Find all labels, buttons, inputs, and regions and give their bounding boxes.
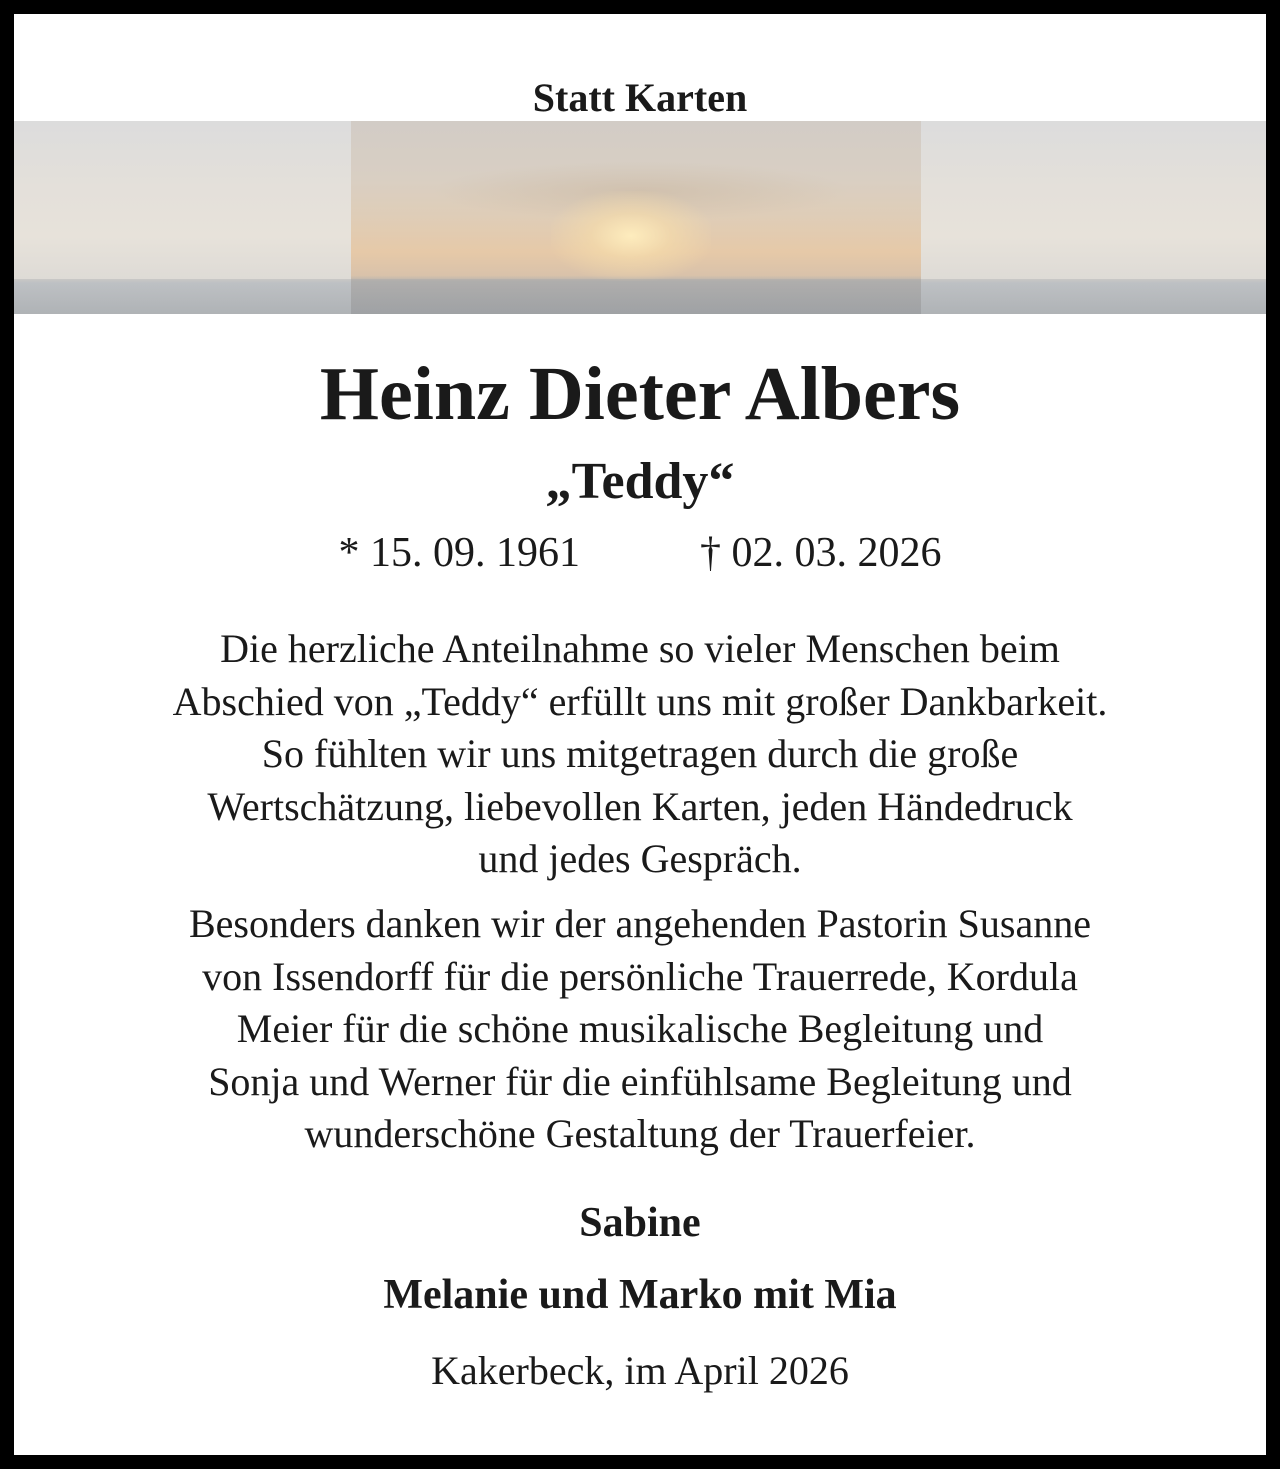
signature-line-2: Melanie und Marko mit Mia [383,1272,897,1318]
life-dates [14,526,1266,580]
thanks-paragraph-1 [54,623,1226,886]
birth-date: * 15. 09. 1961 [338,530,580,576]
text-line: Abschied von „Teddy“ erfüllt uns mit großer Dankbarkeit. [172,678,1108,724]
header-title: Statt Karten [532,75,748,120]
obituary-card [14,14,1266,1455]
text-line: und jedes Gespräch. [478,836,802,881]
signature-line-1: Sabine [579,1200,701,1246]
text-line: Wertschätzung, liebevollen Karten, jeden Händedruck [207,783,1073,829]
death-date: † 02. 03. 2026 [700,530,942,576]
text-line: von Issendorff für die persönliche Trauerrede, Kordula [202,953,1078,999]
text-line: Meier für die schöne musikalische Begleitung und [236,1006,1044,1051]
place-and-date: Kakerbeck, im April 2026 [431,1348,849,1393]
text-line: Sonja und Werner für die einfühlsame Begleitung und [208,1058,1072,1104]
text-line: Die herzliche Anteilnahme so vieler Menschen beim [220,626,1060,671]
thanks-paragraph-2 [54,898,1226,1161]
text-line: So fühlten wir uns mitgetragen durch die große [261,731,1019,776]
text-line: Besonders danken wir der angehenden Pastorin Susanne [189,901,1091,946]
sea-horizon [14,279,1266,314]
deceased-name: Heinz Dieter Albers [319,352,961,436]
deceased-nickname: „Teddy“ [545,453,735,510]
sunset-banner-image [14,121,1266,314]
text-line: wunderschöne Gestaltung der Trauerfeier. [304,1111,976,1156]
sun-glow [551,191,711,281]
